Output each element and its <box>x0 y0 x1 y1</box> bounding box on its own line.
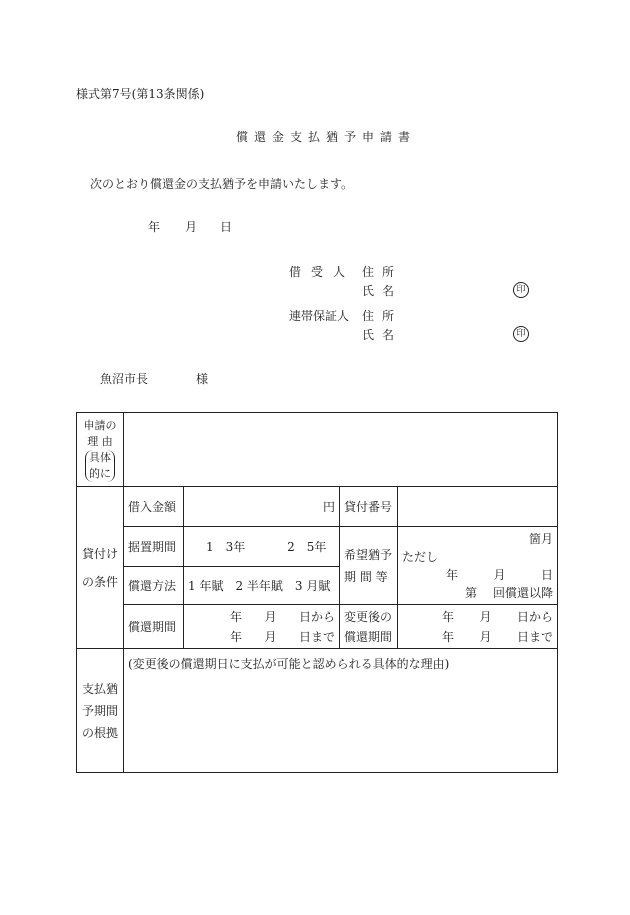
nth-suffix: 回償還以降 <box>492 585 553 600</box>
changed-to-month: 月 <box>479 629 492 644</box>
req-day: 日 <box>540 567 553 582</box>
reason-label-paren <box>85 450 115 482</box>
loan-conditions-line2: の条件 <box>81 574 118 589</box>
changed-period-label <box>340 605 398 649</box>
changed-to-line <box>442 627 553 647</box>
application-table <box>76 412 558 773</box>
borrower-role: 借受人 <box>289 265 356 279</box>
addressee-name: 魚沼市長 <box>100 372 149 386</box>
loan-amount-field[interactable] <box>184 487 340 527</box>
borrower-name-label: 氏名 <box>362 284 403 298</box>
changed-period-line2: 償還期間 <box>344 629 393 644</box>
repayment-period-label: 償還期間 <box>124 605 184 649</box>
intro-text: 次のとおり償還金の支払猶予を申請いたします。 <box>90 177 354 191</box>
changed-from-day: 日から <box>516 609 553 624</box>
date-day: 日 <box>220 220 233 234</box>
reason-row <box>77 413 558 487</box>
reason-label-line1: 申請の <box>83 418 117 432</box>
date-year: 年 <box>148 220 161 234</box>
repayment-period-field[interactable] <box>184 605 340 649</box>
addressee-honorific: 様 <box>196 372 209 386</box>
reason-label-line3: 具体 <box>89 450 111 464</box>
changed-period-line1: 変更後の <box>344 609 393 624</box>
period-from-line <box>230 607 335 627</box>
changed-from-month: 月 <box>479 609 492 624</box>
reason-label <box>77 413 124 487</box>
repayment-method-options[interactable]: 1 年賦 2 半年賦 3 月賦 <box>184 567 340 605</box>
guarantor-name-label: 氏名 <box>362 328 403 342</box>
basis-label <box>77 649 124 773</box>
from-day: 日から <box>298 609 335 624</box>
changed-period-field[interactable] <box>398 605 558 649</box>
deferment-period-options <box>184 527 340 567</box>
nth-prefix: 第 <box>464 585 477 600</box>
req-month: 月 <box>493 567 506 582</box>
deferment-option-2[interactable]: 2 5年 <box>287 540 327 554</box>
reason-label-line2: 理 由 <box>87 434 113 448</box>
basis-field[interactable] <box>124 649 558 773</box>
req-year: 年 <box>446 567 459 582</box>
basis-line1: 支払猶 <box>81 681 118 696</box>
months-unit: 箇月 <box>528 531 553 546</box>
yen-unit: 円 <box>322 500 335 514</box>
guarantor-role: 連帯保証人 <box>289 309 350 323</box>
period-to-line <box>230 627 335 647</box>
date-month: 月 <box>185 220 198 234</box>
changed-from-year: 年 <box>442 609 455 624</box>
deferment-period-label: 据置期間 <box>124 527 184 567</box>
form-number: 様式第7号(第13条関係) <box>76 87 205 101</box>
loan-number-label: 貸付番号 <box>340 487 398 527</box>
borrower-seal-icon: 印 <box>513 282 529 298</box>
from-month: 月 <box>264 609 277 624</box>
changed-to-day: 日まで <box>516 629 553 644</box>
basis-line3: の根拠 <box>81 725 118 740</box>
requested-deferment-line1: 希望猶予 <box>344 547 393 562</box>
nth-payment-line <box>402 584 553 602</box>
requested-deferment-line2: 期 間 等 <box>344 569 388 584</box>
req-date-line <box>402 566 553 584</box>
to-year: 年 <box>230 629 243 644</box>
loan-conditions-label <box>77 487 124 649</box>
guarantor-address-label: 住所 <box>362 309 403 323</box>
loan-conditions-line1: 貸付け <box>81 546 118 561</box>
page-title: 償還金支払猶予申請書 <box>236 130 417 144</box>
changed-from-line <box>442 607 553 627</box>
repayment-method-label: 償還方法 <box>124 567 184 605</box>
to-day: 日まで <box>298 629 335 644</box>
requested-deferment-field[interactable] <box>398 527 558 605</box>
from-year: 年 <box>230 609 243 624</box>
borrower-address-label: 住所 <box>362 265 403 279</box>
deferment-option-1[interactable]: 1 3年 <box>206 540 246 554</box>
changed-to-year: 年 <box>442 629 455 644</box>
loan-number-field[interactable] <box>398 487 558 527</box>
basis-note: (変更後の償還期日に支払が可能と認められる具体的な理由) <box>128 657 450 671</box>
however-text: ただし <box>402 549 439 564</box>
to-month: 月 <box>264 629 277 644</box>
loan-amount-label: 借入金額 <box>124 487 184 527</box>
guarantor-seal-icon: 印 <box>513 326 529 342</box>
basis-line2: 予期間 <box>81 703 118 718</box>
reason-label-line4: 的に <box>89 466 111 480</box>
requested-deferment-label <box>340 527 398 605</box>
reason-field[interactable] <box>124 413 558 487</box>
